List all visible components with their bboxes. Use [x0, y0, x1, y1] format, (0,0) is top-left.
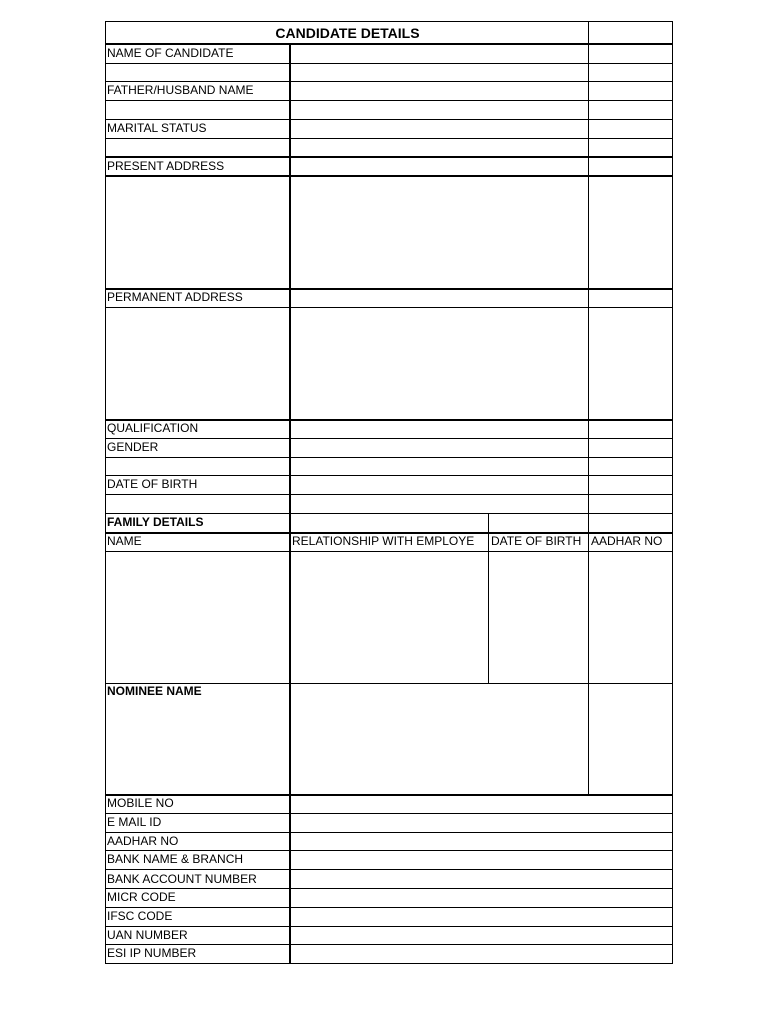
nominee-name-field[interactable]: [291, 684, 588, 794]
bank-name-branch-field[interactable]: [291, 851, 672, 869]
label-gender: GENDER: [107, 440, 159, 454]
bank-account-number-field[interactable]: [291, 870, 672, 888]
family-col-relationship: RELATIONSHIP WITH EMPLOYE: [292, 534, 475, 548]
grid-line: [488, 513, 489, 684]
family-name-cell[interactable]: [106, 552, 289, 683]
grid-line: [105, 869, 673, 870]
family-col-date-of-birth: DATE OF BIRTH: [491, 534, 582, 548]
grid-line: [105, 832, 673, 833]
grid-line: [105, 963, 673, 964]
label-email-id: E MAIL ID: [107, 815, 162, 829]
family-date-of-birth-cell[interactable]: [489, 552, 588, 683]
label-nominee-name: NOMINEE NAME: [107, 684, 202, 698]
grid-line: [105, 888, 673, 889]
label-date-of-birth: DATE OF BIRTH: [107, 477, 198, 491]
date-of-birth-field[interactable]: [291, 476, 588, 494]
label-micr-code: MICR CODE: [107, 890, 176, 904]
grid-line: [672, 21, 673, 964]
uan-number-field[interactable]: [291, 927, 672, 945]
grid-line: [289, 43, 291, 964]
family-relationship-cell[interactable]: [291, 552, 488, 683]
qualification-field[interactable]: [291, 421, 588, 438]
label-qualification: QUALIFICATION: [107, 421, 199, 435]
label-esi-ip-number: ESI IP NUMBER: [107, 946, 197, 960]
family-aadhar-no-cell[interactable]: [589, 552, 672, 683]
label-marital-status: MARITAL STATUS: [107, 121, 207, 135]
label-uan-number: UAN NUMBER: [107, 928, 188, 942]
label-aadhar-no: AADHAR NO: [107, 834, 179, 848]
label-father-husband-name: FATHER/HUSBAND NAME: [107, 83, 254, 97]
present-address-field[interactable]: [291, 177, 588, 288]
mobile-no-field[interactable]: [291, 796, 672, 813]
grid-line: [105, 944, 673, 945]
grid-line: [105, 813, 673, 814]
label-present-address: PRESENT ADDRESS: [107, 159, 225, 173]
label-bank-account-number: BANK ACCOUNT NUMBER: [107, 872, 257, 886]
gender-field[interactable]: [291, 439, 588, 457]
label-name-of-candidate: NAME OF CANDIDATE: [107, 46, 234, 60]
form-title: CANDIDATE DETAILS: [275, 25, 420, 41]
email-id-field[interactable]: [291, 814, 672, 831]
permanent-address-field[interactable]: [291, 308, 588, 419]
label-bank-name-branch: BANK NAME & BRANCH: [107, 852, 244, 866]
marital-status-field[interactable]: [291, 120, 588, 138]
father-husband-name-field[interactable]: [291, 82, 588, 100]
grid-line: [105, 926, 673, 927]
esi-ip-number-field[interactable]: [291, 945, 672, 963]
family-col-aadhar-no: AADHAR NO: [591, 534, 663, 548]
grid-line: [588, 21, 589, 795]
grid-line: [105, 21, 106, 964]
grid-line: [105, 850, 673, 851]
grid-line: [105, 907, 673, 908]
aadhar-no-field[interactable]: [291, 833, 672, 850]
label-ifsc-code: IFSC CODE: [107, 909, 173, 923]
family-details-title: FAMILY DETAILS: [107, 515, 204, 529]
ifsc-code-field[interactable]: [291, 908, 672, 926]
micr-code-field[interactable]: [291, 889, 672, 907]
family-col-name: NAME: [107, 534, 142, 548]
name-of-candidate-field[interactable]: [291, 45, 588, 63]
label-permanent-address: PERMANENT ADDRESS: [107, 290, 243, 304]
label-mobile-no: MOBILE NO: [107, 796, 174, 810]
